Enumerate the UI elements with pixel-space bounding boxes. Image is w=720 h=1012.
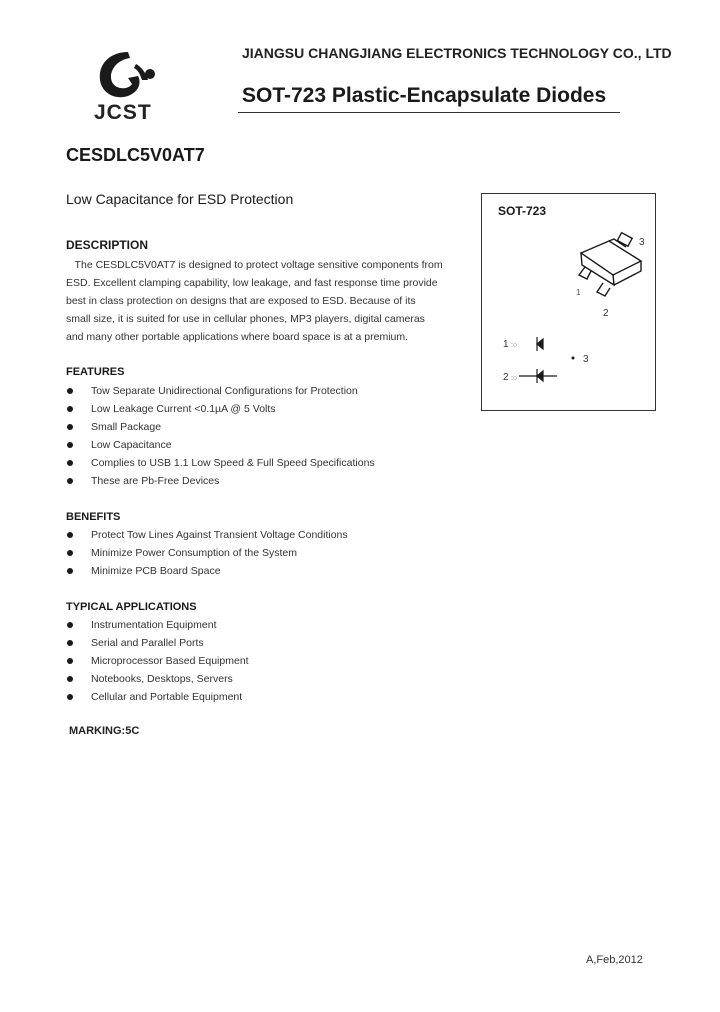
list-item-text: Minimize Power Consumption of the System <box>91 547 297 559</box>
package-label: SOT-723 <box>498 204 547 218</box>
features-heading: FEATURES <box>66 366 125 378</box>
description-line: The CESDLC5V0AT7 is designed to protect voltage sensitive components from <box>66 259 443 271</box>
list-item-text: Microprocessor Based Equipment <box>91 655 249 667</box>
schematic-in2-label: 2 <box>503 372 509 383</box>
bullet-dot-icon <box>67 568 73 574</box>
description-line: ESD. Excellent clamping capability, low leakage, and fast response time provide <box>66 277 438 289</box>
svg-text::○: :○ <box>511 375 518 382</box>
schematic-out3-label: 3 <box>583 354 589 365</box>
list-item-text: Serial and Parallel Ports <box>91 637 204 649</box>
logo-text: JCST <box>94 101 152 124</box>
sot723-package-icon <box>579 233 641 296</box>
bullet-dot-icon <box>67 676 73 682</box>
list-item <box>66 382 375 400</box>
bullet-dot-icon <box>67 460 73 466</box>
subtitle-underline <box>238 112 620 113</box>
list-item-text: Minimize PCB Board Space <box>91 565 221 577</box>
marking-code: MARKING:5C <box>69 725 140 737</box>
applications-heading: TYPICAL APPLICATIONS <box>66 601 197 613</box>
bullet-dot-icon <box>67 406 73 412</box>
document-subtitle: SOT-723 Plastic-Encapsulate Diodes <box>242 84 607 107</box>
bullet-dot-icon <box>67 442 73 448</box>
benefits-heading: BENEFITS <box>66 511 121 523</box>
description-body <box>66 256 464 346</box>
list-item-text: Protect Tow Lines Against Transient Voltage Conditions <box>91 529 348 541</box>
list-item <box>66 418 375 436</box>
list-item-text: Cellular and Portable Equipment <box>91 691 243 703</box>
features-list <box>66 382 375 490</box>
diode-symbol-icon <box>511 337 575 383</box>
list-item <box>66 454 375 472</box>
bullet-dot-icon <box>67 388 73 394</box>
list-item-text: Low Leakage Current <0.1µA @ 5 Volts <box>91 403 276 415</box>
pin2-label: 2 <box>603 308 609 319</box>
schematic-in1-label: 1 <box>503 339 509 350</box>
revision-date: A,Feb,2012 <box>586 954 643 966</box>
list-item <box>66 544 348 562</box>
list-item <box>66 688 249 706</box>
bullet-dot-icon <box>67 532 73 538</box>
svg-text::○: :○ <box>511 342 518 349</box>
list-item-text: Small Package <box>91 421 162 433</box>
list-item <box>66 472 375 490</box>
bullet-dot-icon <box>67 640 73 646</box>
applications-list <box>66 616 249 706</box>
bullet-dot-icon <box>67 622 73 628</box>
pin3-label: 3 <box>639 237 645 248</box>
list-item <box>66 436 375 454</box>
bullet-dot-icon <box>67 424 73 430</box>
list-item <box>66 616 249 634</box>
description-line: and many other portable applications where board space is at a premium. <box>66 331 409 343</box>
list-item-text: Complies to USB 1.1 Low Speed & Full Speed Specifications <box>91 457 375 469</box>
list-item <box>66 562 348 580</box>
company-name: JIANGSU CHANGJIANG ELECTRONICS TECHNOLOGY CO., LTD <box>242 45 672 61</box>
list-item <box>66 634 249 652</box>
part-number: CESDLC5V0AT7 <box>66 145 205 165</box>
description-line: best in class protection on designs that are exposed to ESD. Because of its <box>66 295 416 307</box>
benefits-list <box>66 526 348 580</box>
list-item-text: Instrumentation Equipment <box>91 619 217 631</box>
bullet-dot-icon <box>67 478 73 484</box>
list-item-text: Low Capacitance <box>91 439 172 451</box>
description-heading: DESCRIPTION <box>66 238 149 252</box>
list-item-text: Tow Separate Unidirectional Configurations for Protection <box>91 385 358 397</box>
list-item <box>66 670 249 688</box>
list-item <box>66 400 375 418</box>
list-item-text: Notebooks, Desktops, Servers <box>91 673 233 685</box>
list-item-text: These are Pb-Free Devices <box>91 475 220 487</box>
description-line: small size, it is suited for use in cellular phones, MP3 players, digital cameras <box>66 313 425 325</box>
tagline: Low Capacitance for ESD Protection <box>66 191 294 207</box>
list-item <box>66 652 249 670</box>
bullet-dot-icon <box>67 550 73 556</box>
bullet-dot-icon <box>67 694 73 700</box>
package-diagram <box>481 193 656 411</box>
bullet-dot-icon <box>67 658 73 664</box>
list-item <box>66 526 348 544</box>
pin1-label: 1 <box>576 288 581 297</box>
